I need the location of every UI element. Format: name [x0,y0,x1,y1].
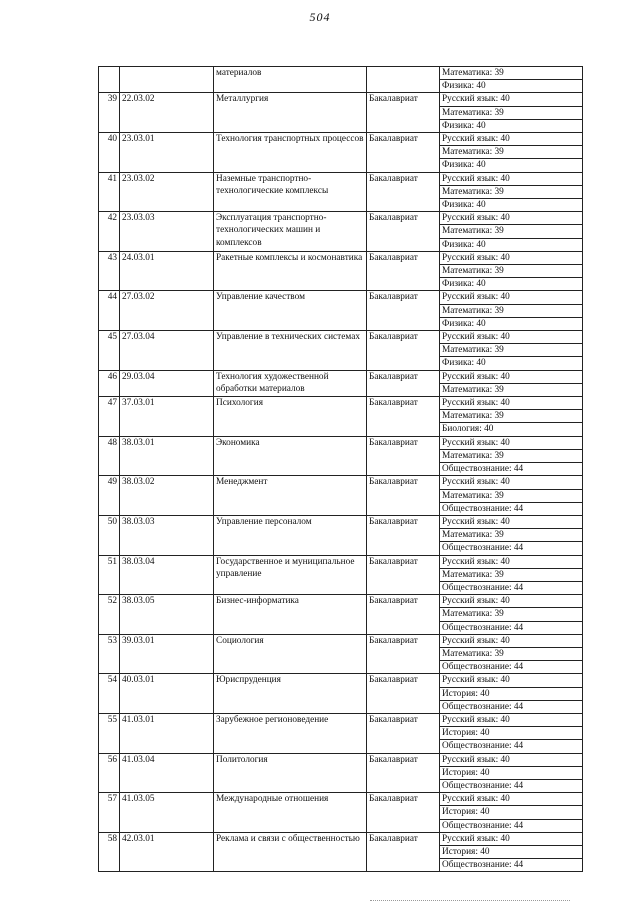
education-level: Бакалавриат [367,436,440,476]
table-row [99,291,583,304]
subject-min-score: История: 40 [440,727,583,740]
table-row [99,331,583,344]
subject-min-score: Математика: 39 [440,265,583,278]
subject-min-score: Физика: 40 [440,80,583,93]
subject-min-score: Математика: 39 [440,449,583,462]
program-code: 37.03.01 [120,397,214,437]
subject-min-score: Физика: 40 [440,317,583,330]
subject-min-score: Русский язык: 40 [440,595,583,608]
subject-min-score: Обществознание: 44 [440,542,583,555]
program-name: Управление персоналом [214,515,367,555]
table-row [99,793,583,806]
program-code: 38.03.05 [120,595,214,635]
subject-min-score: Русский язык: 40 [440,212,583,225]
program-code: 39.03.01 [120,634,214,674]
program-name: Международные отношения [214,793,367,833]
program-name: Государственное и муниципальное управление [214,555,367,595]
program-code: 22.03.02 [120,93,214,133]
subject-min-score: Русский язык: 40 [440,93,583,106]
program-name: Политология [214,753,367,793]
table-row [99,436,583,449]
subject-min-score: Русский язык: 40 [440,634,583,647]
subject-min-score: Русский язык: 40 [440,753,583,766]
row-number: 48 [99,436,120,476]
program-name: Бизнес-информатика [214,595,367,635]
row-number: 42 [99,212,120,252]
table-row [99,476,583,489]
program-code: 38.03.02 [120,476,214,516]
program-code: 27.03.04 [120,331,214,371]
subject-min-score: Математика: 39 [440,344,583,357]
education-level: Бакалавриат [367,674,440,714]
subject-min-score: Математика: 39 [440,304,583,317]
table-row [99,133,583,146]
subject-min-score: Русский язык: 40 [440,713,583,726]
subject-min-score: Обществознание: 44 [440,463,583,476]
subject-min-score: Обществознание: 44 [440,859,583,872]
subject-min-score: Русский язык: 40 [440,397,583,410]
subject-min-score: Русский язык: 40 [440,251,583,264]
table-row [99,674,583,687]
education-level: Бакалавриат [367,93,440,133]
program-name: Металлургия [214,93,367,133]
subject-min-score: Русский язык: 40 [440,476,583,489]
subject-min-score: Русский язык: 40 [440,436,583,449]
table-row [99,832,583,845]
subject-min-score: Русский язык: 40 [440,331,583,344]
program-name: материалов [214,67,367,93]
education-level: Бакалавриат [367,515,440,555]
row-number: 43 [99,251,120,291]
table-row [99,251,583,264]
subject-min-score: Математика: 39 [440,185,583,198]
table-row [99,212,583,225]
subject-min-score: Русский язык: 40 [440,555,583,568]
subject-min-score: Русский язык: 40 [440,133,583,146]
program-name: Юриспруденция [214,674,367,714]
row-number: 53 [99,634,120,674]
program-code: 40.03.01 [120,674,214,714]
subject-min-score: Обществознание: 44 [440,700,583,713]
program-code: 38.03.01 [120,436,214,476]
program-name: Наземные транспортно-технологические комплексы [214,172,367,212]
program-name: Управление качеством [214,291,367,331]
table-row [99,634,583,647]
page-number: 504 [309,10,331,24]
table-row [99,172,583,185]
subject-min-score: Русский язык: 40 [440,370,583,383]
subject-min-score: Математика: 39 [440,106,583,119]
subject-min-score: Математика: 39 [440,410,583,423]
education-level: Бакалавриат [367,753,440,793]
program-name: Социология [214,634,367,674]
row-number: 56 [99,753,120,793]
education-level: Бакалавриат [367,370,440,396]
program-code [120,67,214,93]
subject-min-score: Математика: 39 [440,67,583,80]
subject-min-score: Русский язык: 40 [440,674,583,687]
row-number: 52 [99,595,120,635]
program-name: Зарубежное регионоведение [214,713,367,753]
education-level: Бакалавриат [367,172,440,212]
education-level: Бакалавриат [367,251,440,291]
row-number [99,67,120,93]
program-code: 27.03.02 [120,291,214,331]
table-row [99,397,583,410]
program-code: 23.03.01 [120,133,214,173]
subject-min-score: Обществознание: 44 [440,621,583,634]
education-level: Бакалавриат [367,212,440,252]
table-row [99,370,583,383]
education-level: Бакалавриат [367,713,440,753]
row-number: 40 [99,133,120,173]
table-row [99,555,583,568]
program-code: 41.03.05 [120,793,214,833]
scan-edge-line [370,900,570,901]
program-name: Экономика [214,436,367,476]
row-number: 58 [99,832,120,872]
row-number: 49 [99,476,120,516]
programs-table [98,66,583,872]
row-number: 50 [99,515,120,555]
subject-min-score: Математика: 39 [440,608,583,621]
program-code: 38.03.03 [120,515,214,555]
program-name: Технология художественной обработки материалов [214,370,367,396]
education-level: Бакалавриат [367,331,440,371]
subject-min-score: Физика: 40 [440,159,583,172]
subject-min-score: Математика: 39 [440,568,583,581]
subject-min-score: Русский язык: 40 [440,832,583,845]
program-name: Управление в технических системах [214,331,367,371]
education-level: Бакалавриат [367,793,440,833]
subject-min-score: Русский язык: 40 [440,172,583,185]
row-number: 51 [99,555,120,595]
subject-min-score: Физика: 40 [440,119,583,132]
subject-min-score: Математика: 39 [440,225,583,238]
program-name: Психология [214,397,367,437]
subject-min-score: История: 40 [440,766,583,779]
program-code: 42.03.01 [120,832,214,872]
row-number: 45 [99,331,120,371]
education-level: Бакалавриат [367,634,440,674]
row-number: 39 [99,93,120,133]
table-row [99,753,583,766]
education-level: Бакалавриат [367,832,440,872]
subject-min-score: История: 40 [440,845,583,858]
subject-min-score: Русский язык: 40 [440,291,583,304]
row-number: 41 [99,172,120,212]
row-number: 44 [99,291,120,331]
program-name: Менеджмент [214,476,367,516]
subject-min-score: История: 40 [440,687,583,700]
table-row [99,515,583,528]
subject-min-score: Математика: 39 [440,383,583,396]
table-row [99,67,583,80]
program-code: 29.03.04 [120,370,214,396]
education-level: Бакалавриат [367,595,440,635]
subject-min-score: Русский язык: 40 [440,793,583,806]
row-number: 54 [99,674,120,714]
program-name: Реклама и связи с общественностью [214,832,367,872]
education-level [367,67,440,93]
program-name: Технология транспортных процессов [214,133,367,173]
subject-min-score: Физика: 40 [440,357,583,370]
table-row [99,93,583,106]
table-row [99,595,583,608]
subject-min-score: Обществознание: 44 [440,819,583,832]
subject-min-score: Математика: 39 [440,647,583,660]
education-level: Бакалавриат [367,397,440,437]
program-code: 23.03.02 [120,172,214,212]
subject-min-score: Обществознание: 44 [440,502,583,515]
subject-min-score: Обществознание: 44 [440,661,583,674]
education-level: Бакалавриат [367,291,440,331]
subject-min-score: Физика: 40 [440,278,583,291]
subject-min-score: Математика: 39 [440,529,583,542]
subject-min-score: Физика: 40 [440,238,583,251]
education-level: Бакалавриат [367,476,440,516]
subject-min-score: Математика: 39 [440,489,583,502]
program-code: 24.03.01 [120,251,214,291]
subject-min-score: Обществознание: 44 [440,581,583,594]
row-number: 55 [99,713,120,753]
subject-min-score: Обществознание: 44 [440,740,583,753]
row-number: 57 [99,793,120,833]
row-number: 47 [99,397,120,437]
subject-min-score: Математика: 39 [440,146,583,159]
subject-min-score: Физика: 40 [440,199,583,212]
program-name: Ракетные комплексы и космонавтика [214,251,367,291]
program-code: 41.03.04 [120,753,214,793]
subject-min-score: Русский язык: 40 [440,515,583,528]
program-name: Эксплуатация транспортно-технологических машин и комплексов [214,212,367,252]
table-row [99,713,583,726]
subject-min-score: Обществознание: 44 [440,779,583,792]
subject-min-score: История: 40 [440,806,583,819]
program-code: 38.03.04 [120,555,214,595]
education-level: Бакалавриат [367,133,440,173]
subject-min-score: Биология: 40 [440,423,583,436]
program-code: 23.03.03 [120,212,214,252]
education-level: Бакалавриат [367,555,440,595]
program-code: 41.03.01 [120,713,214,753]
row-number: 46 [99,370,120,396]
